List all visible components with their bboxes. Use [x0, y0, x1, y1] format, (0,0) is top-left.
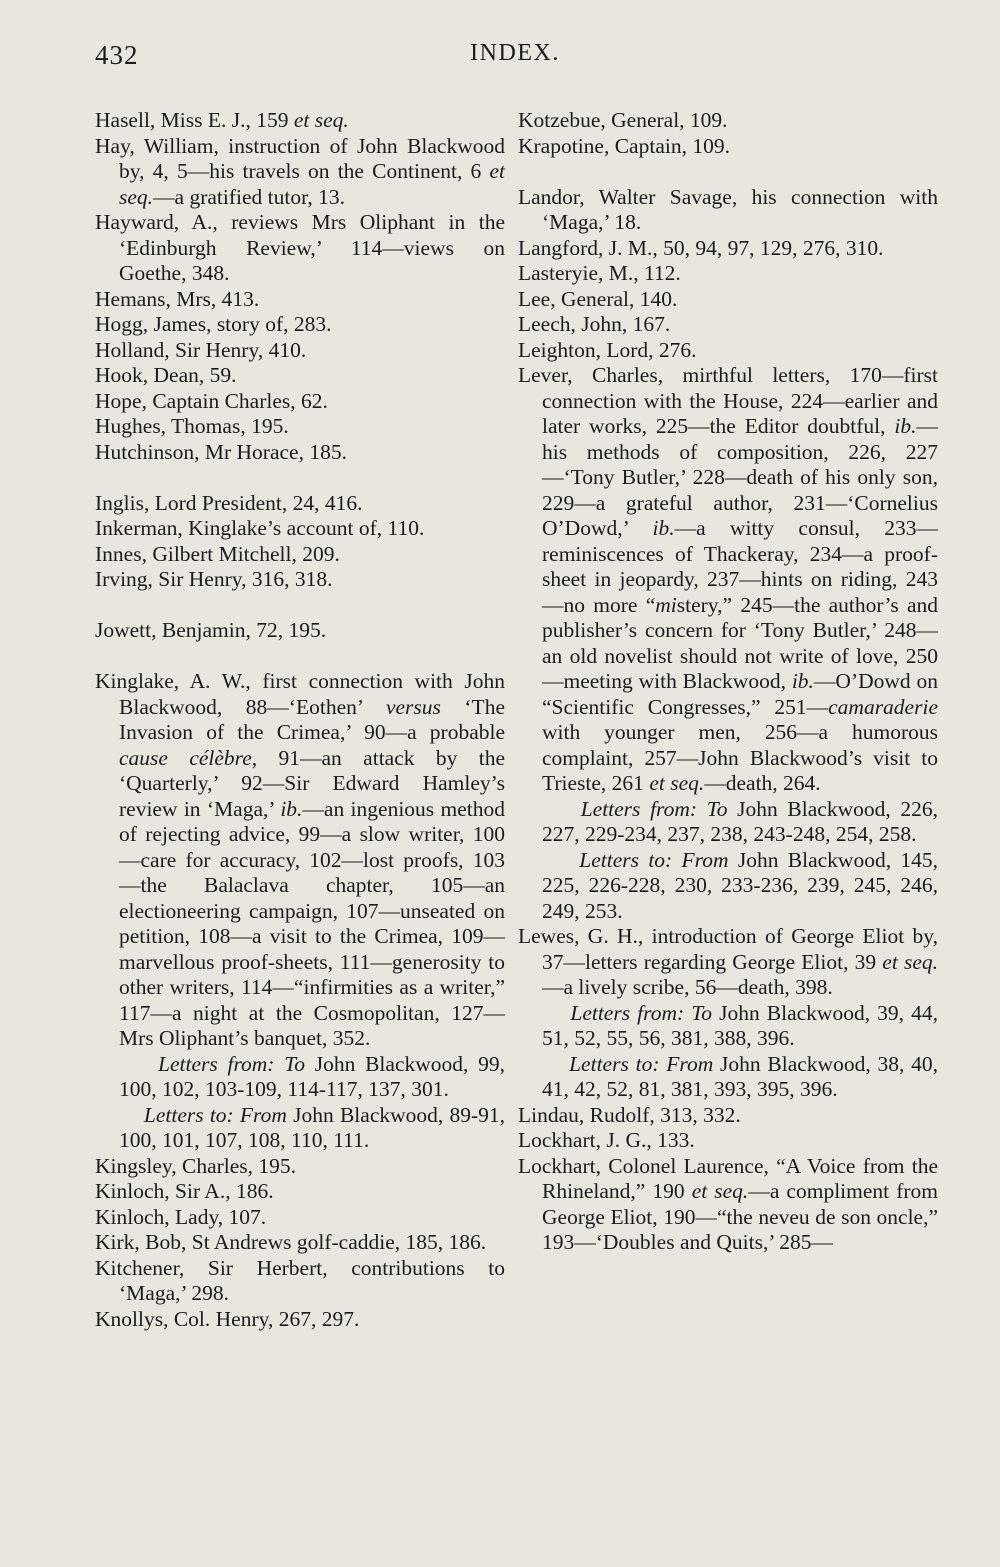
index-column-left [95, 108, 505, 1332]
index-subentry: Letters to: From John Blackwood, 89-91, 100, 101, 107, 108, 110, 111. [119, 1102, 506, 1152]
index-entry: Hope, Captain Charles, 62. [95, 388, 328, 413]
letter-section-gap [95, 644, 505, 670]
index-entry: Inglis, Lord President, 24, 416. [95, 490, 363, 515]
index-entry: Kinloch, Sir A., 186. [95, 1179, 274, 1203]
index-entry: Knollys, Col. Henry, 267, 297. [95, 1306, 360, 1331]
letter-section-gap [95, 465, 505, 491]
index-entry: Kinglake, A. W., first connection with John Blackwood, 88—‘Eothen’ versus ‘The Invasion of the Crimea,’ 90—a probable cause célèbre, 91—an attack by the ‘Quarterly,’ 92—Sir Edward Hamley’s review in ‘Maga,’ ib.—an ingenious method of rejecting advice, 99—a slow writer, 100—care for accuracy, 102—lost proofs, 103—the Balaclava chapter, 105—an electioneering campaign, 107—unseated on petition, 108—a visit to the Crimea, 109—marvellous proof-sheets, 111—generosity to other writers, 114—“infirmities as a writer,” 117—a night at the Cosmopolitan, 127—Mrs Oliphant’s banquet, 352. [95, 669, 505, 1050]
letter-section-gap [95, 593, 505, 619]
index-subentry: Letters from: To John Blackwood, 39, 44, 51, 52, 55, 56, 381, 388, 396. [542, 1000, 939, 1050]
index-subentry: Letters to: From John Blackwood, 38, 40, 41, 42, 52, 81, 381, 393, 395, 396. [542, 1051, 938, 1101]
index-entry: Inkerman, Kinglake’s account of, 110. [95, 516, 425, 540]
index-entry: Kingsley, Charles, 195. [95, 1153, 297, 1178]
index-entry: Hook, Dean, 59. [95, 363, 237, 387]
index-column-right [518, 108, 938, 1256]
index-subentry: Letters to: From John Blackwood, 145, 225, 226-228, 230, 233-236, 239, 245, 246, 249, 253. [542, 847, 939, 923]
index-entry: Hemans, Mrs, 413. [95, 286, 260, 311]
index-entry: Kinloch, Lady, 107. [95, 1204, 267, 1229]
index-entry: Lever, Charles, mirthful letters, 170—first connection with the House, 224—earlier and later works, 225—the Editor doubtful, ib.—his methods of composition, 226, 227—‘Tony Butler,’ 228—death of his only son, 229—a grateful author, 231—‘Cornelius O’Dowd,’ ib.—a witty consul, 233—reminiscences of Thackeray, 234—a proof-sheet in jeopardy, 237—hints on riding, 243—no more “mistery,” 245—the author’s and publisher’s concern for ‘Tony Butler,’ 248—an old novelist should not write of love, 250—meeting with Blackwood, ib.—O’Dowd on “Scientific Congresses,” 251—camaraderie with younger men, 256—a humorous complaint, 257—John Blackwood’s visit to Trieste, 261 et seq.—death, 264. [518, 363, 939, 795]
index-entry: Hayward, A., reviews Mrs Oliphant in the ‘Edinburgh Review,’ 114—views on Goethe, 348. [95, 210, 505, 285]
index-entry: Hasell, Miss E. J., 159 et seq. [95, 108, 349, 132]
index-entry: Langford, J. M., 50, 94, 97, 129, 276, 310. [518, 235, 884, 260]
index-entry: Hughes, Thomas, 195. [95, 414, 289, 438]
index-entry: Holland, Sir Henry, 410. [95, 337, 307, 362]
page-number: 432 [95, 40, 139, 70]
index-entry: Innes, Gilbert Mitchell, 209. [95, 541, 340, 566]
index-entry: Krapotine, Captain, 109. [518, 133, 730, 158]
index-entry: Kitchener, Sir Herbert, contributions to ‘Maga,’ 298. [95, 1255, 505, 1305]
index-entry: Leech, John, 167. [518, 312, 671, 336]
page-header [95, 40, 935, 80]
letter-section-gap [518, 159, 938, 185]
index-entry: Lewes, G. H., introduction of George Eliot by, 37—letters regarding George Eliot, 39 et seq.—a lively scribe, 56—death, 398. [518, 924, 938, 999]
index-entry: Jowett, Benjamin, 72, 195. [95, 618, 327, 642]
index-entry: Lasteryie, M., 112. [518, 261, 681, 285]
index-entry: Leighton, Lord, 276. [518, 337, 697, 362]
index-entry: Landor, Walter Savage, his connection with ‘Maga,’ 18. [518, 184, 938, 234]
running-title: INDEX. [470, 40, 560, 66]
index-subentry: Letters from: To John Blackwood, 99, 100, 102, 103-109, 114-117, 137, 301. [119, 1051, 506, 1101]
index-subentry: Letters from: To John Blackwood, 226, 227, 229-234, 237, 238, 243-248, 254, 258. [542, 796, 939, 846]
index-entry: Irving, Sir Henry, 316, 318. [95, 567, 333, 591]
index-entry: Hogg, James, story of, 283. [95, 312, 332, 336]
index-entry: Kotzebue, General, 109. [518, 108, 728, 132]
index-entry: Lee, General, 140. [518, 286, 678, 311]
index-entry: Lockhart, J. G., 133. [518, 1128, 695, 1152]
index-entry: Hutchinson, Mr Horace, 185. [95, 439, 347, 464]
index-entry: Lindau, Rudolf, 313, 332. [518, 1102, 741, 1127]
index-entry: Lockhart, Colonel Laurence, “A Voice from the Rhineland,” 190 et seq.—a compliment from George Eliot, 190—“the neveu de son oncle,” 193—‘Doubles and Quits,’ 285— [518, 1153, 938, 1254]
index-entry: Hay, William, instruction of John Blackwood by, 4, 5—his travels on the Continent, 6 et seq.—a gratified tutor, 13. [95, 133, 505, 209]
index-entry: Kirk, Bob, St Andrews golf-caddie, 185, 186. [95, 1230, 487, 1254]
